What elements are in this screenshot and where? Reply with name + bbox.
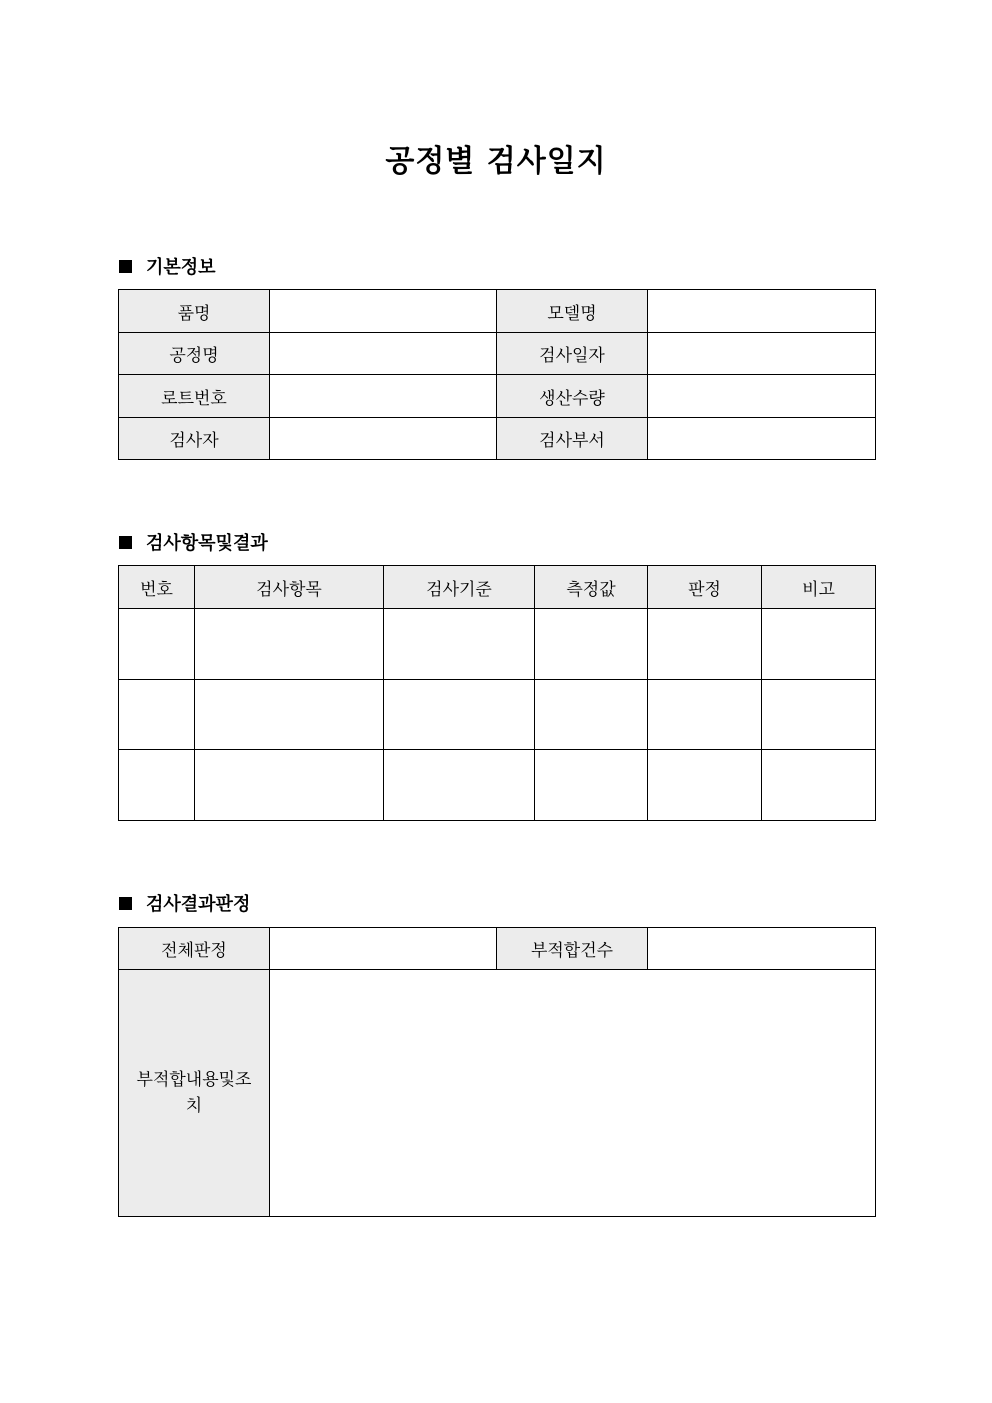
table-cell[interactable]: [535, 609, 648, 680]
table-cell[interactable]: [535, 680, 648, 750]
table-cell[interactable]: [648, 680, 762, 750]
table-cell[interactable]: [762, 609, 876, 680]
table-cell[interactable]: [535, 750, 648, 821]
section-heading-label: 검사결과판정: [146, 894, 251, 915]
table-row: [119, 333, 876, 375]
table-cell[interactable]: [384, 609, 535, 680]
label-cell: 검사부서: [497, 418, 648, 460]
nonconform-detail-label-line2: 치: [185, 1096, 203, 1116]
label-cell: 모델명: [497, 290, 648, 333]
label-cell: 로트번호: [119, 375, 270, 418]
table-row: [119, 928, 876, 970]
column-header: 측정값: [535, 566, 648, 609]
column-header: 비고: [762, 566, 876, 609]
table-row: [119, 609, 876, 680]
table-header-row: [119, 566, 876, 609]
page-title: 공정별 검사일지: [385, 144, 607, 179]
label-cell: 검사자: [119, 418, 270, 460]
column-header: 검사기준: [384, 566, 535, 609]
value-cell[interactable]: [270, 333, 497, 375]
nonconform-detail-label-line1: 부적합내용및조: [136, 1070, 252, 1090]
table-cell[interactable]: [119, 680, 195, 750]
overall-judgment-label: 전체판정: [119, 928, 270, 970]
table-cell[interactable]: [119, 609, 195, 680]
square-bullet-icon: [119, 536, 132, 549]
section-heading-result-judgment: [119, 890, 250, 916]
nonconform-detail-label: [119, 970, 270, 1217]
table-cell[interactable]: [648, 750, 762, 821]
table-cell[interactable]: [762, 750, 876, 821]
value-cell[interactable]: [648, 418, 876, 460]
nonconform-count-label: 부적합건수: [497, 928, 648, 970]
value-cell[interactable]: [648, 375, 876, 418]
value-cell[interactable]: [648, 333, 876, 375]
value-cell[interactable]: [270, 418, 497, 460]
table-cell[interactable]: [762, 680, 876, 750]
section-heading-label: 검사항목및결과: [146, 533, 268, 554]
result-judgment-table: [118, 927, 876, 1217]
value-cell[interactable]: [270, 375, 497, 418]
section-heading-label: 기본정보: [146, 257, 216, 278]
nonconform-count-value[interactable]: [648, 928, 876, 970]
column-header: 검사항목: [195, 566, 384, 609]
nonconform-detail-value[interactable]: [270, 970, 876, 1217]
table-cell[interactable]: [648, 609, 762, 680]
overall-judgment-value[interactable]: [270, 928, 497, 970]
inspection-items-table: [118, 565, 876, 821]
table-cell[interactable]: [195, 609, 384, 680]
basic-info-table: [118, 289, 876, 460]
table-row: [119, 750, 876, 821]
table-row: [119, 970, 876, 1217]
label-cell: 품명: [119, 290, 270, 333]
column-header: 번호: [119, 566, 195, 609]
table-cell[interactable]: [195, 680, 384, 750]
square-bullet-icon: [119, 260, 132, 273]
value-cell[interactable]: [648, 290, 876, 333]
table-row: [119, 375, 876, 418]
table-row: [119, 418, 876, 460]
section-heading-basic-info: [119, 253, 216, 279]
table-row: [119, 680, 876, 750]
section-heading-inspection-items: [119, 529, 268, 555]
table-cell[interactable]: [384, 680, 535, 750]
table-row: [119, 290, 876, 333]
label-cell: 공정명: [119, 333, 270, 375]
square-bullet-icon: [119, 897, 132, 910]
label-cell: 생산수량: [497, 375, 648, 418]
table-cell[interactable]: [195, 750, 384, 821]
table-cell[interactable]: [119, 750, 195, 821]
column-header: 판정: [648, 566, 762, 609]
table-cell[interactable]: [384, 750, 535, 821]
label-cell: 검사일자: [497, 333, 648, 375]
value-cell[interactable]: [270, 290, 497, 333]
